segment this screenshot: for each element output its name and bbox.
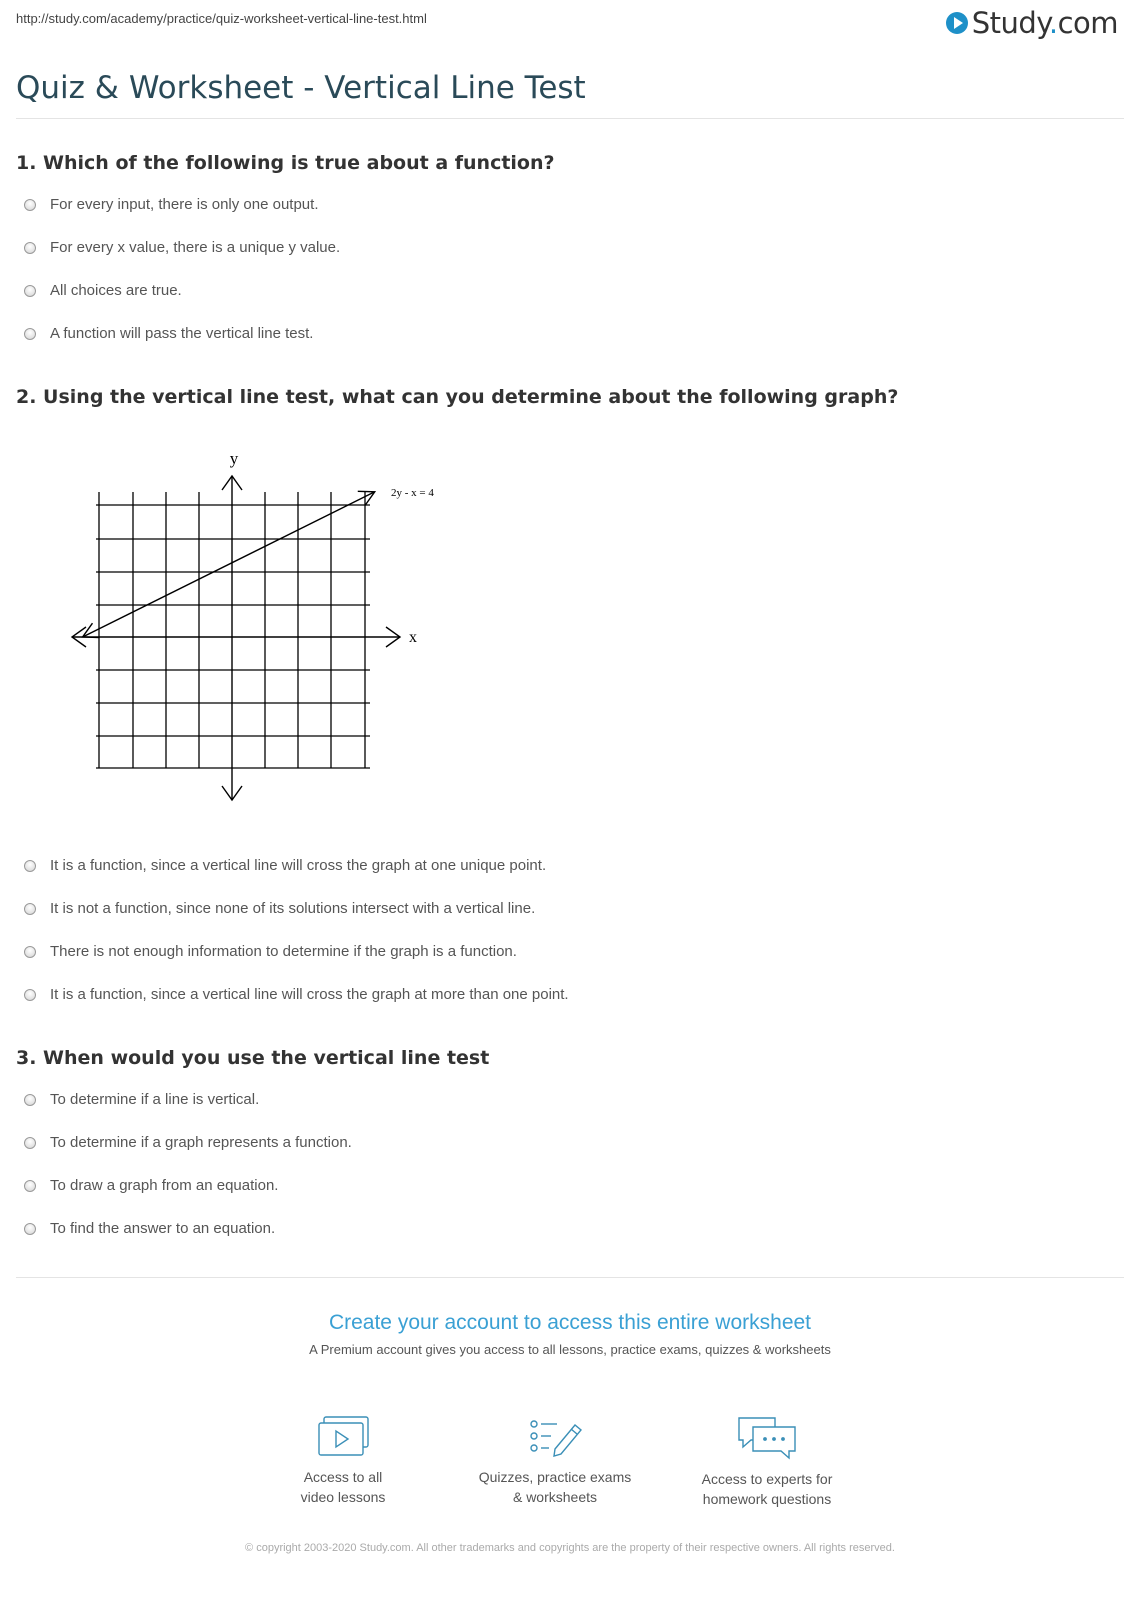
choice-label: It is a function, since a vertical line will cross the graph at more than one point. [50,986,569,1003]
feature-label-line2: video lessons [300,1489,386,1505]
choice-2b[interactable] [24,900,535,917]
choice-2c[interactable] [24,943,517,960]
radio-icon[interactable] [24,1094,36,1106]
choice-label: It is not a function, since none of its solutions intersect with a vertical line. [50,900,536,917]
feature-label-line1: Access to all [303,1469,383,1485]
coordinate-graph [60,440,460,820]
feature-label-line1: Access to experts for [701,1471,833,1487]
feature-experts [667,1415,867,1509]
logo-text: Study.com [971,6,1118,40]
feature-label-line2: & worksheets [512,1489,598,1505]
radio-icon[interactable] [24,242,36,254]
feature-quizzes [455,1415,655,1507]
question-3: 3. When would you use the vertical line test [16,1047,490,1069]
study-logo[interactable] [946,6,1118,40]
radio-icon[interactable] [24,285,36,297]
radio-icon[interactable] [24,199,36,211]
radio-icon[interactable] [24,328,36,340]
radio-icon[interactable] [24,860,36,872]
equation-label: 2y - x = 4 [391,487,434,499]
choice-label: For every x value, there is a unique y value. [50,239,341,256]
cta-title[interactable]: Create your account to access this entire worksheet [328,1311,812,1334]
choice-label: It is a function, since a vertical line will cross the graph at one unique point. [50,857,547,874]
choice-3c[interactable] [24,1177,278,1194]
choice-1b[interactable] [24,239,340,256]
choice-3d[interactable] [24,1220,275,1237]
choice-label: To determine if a line is vertical. [50,1091,260,1108]
y-axis-label: y [229,449,239,468]
choice-label: To draw a graph from an equation. [50,1177,279,1194]
question-1: 1. Which of the following is true about a function? [16,152,555,174]
feature-label-line1: Quizzes, practice exams [478,1469,632,1485]
choice-1d[interactable] [24,325,313,342]
choice-3b[interactable] [24,1134,352,1151]
radio-icon[interactable] [24,1180,36,1192]
choice-label: To determine if a graph represents a function. [50,1134,352,1151]
feature-label-line2: homework questions [702,1491,832,1507]
choice-2a[interactable] [24,857,546,874]
copyright-footer: © copyright 2003-2020 Study.com. All other trademarks and copyrights are the property of their respective owners. All rights reserved. [245,1542,895,1554]
choice-2d[interactable] [24,986,569,1003]
radio-icon[interactable] [24,903,36,915]
choice-label: For every input, there is only one output. [50,196,319,213]
radio-icon[interactable] [24,1137,36,1149]
x-axis-label: x [409,629,417,646]
radio-icon[interactable] [24,989,36,1001]
cta-subtitle: A Premium account gives you access to all lessons, practice exams, quizzes & worksheets [309,1342,831,1357]
feature-video-lessons [243,1415,443,1507]
page-url: http://study.com/academy/practice/quiz-worksheet-vertical-line-test.html [16,11,427,26]
divider [16,1277,1124,1278]
choice-label: All choices are true. [50,282,182,299]
radio-icon[interactable] [24,946,36,958]
video-lessons-icon [315,1415,371,1459]
choice-1a[interactable] [24,196,318,213]
choice-label: There is not enough information to determine if the graph is a function. [50,943,517,960]
divider [16,118,1124,119]
choice-1c[interactable] [24,282,182,299]
choice-label: A function will pass the vertical line test. [50,325,314,342]
question-2: 2. Using the vertical line test, what can you determine about the following graph? [16,386,899,408]
page-title: Quiz & Worksheet - Vertical Line Test [16,70,586,106]
choice-label: To find the answer to an equation. [50,1220,276,1237]
checklist-pencil-icon [527,1415,583,1459]
play-logo-icon [946,12,968,34]
chat-bubbles-icon [735,1415,799,1461]
radio-icon[interactable] [24,1223,36,1235]
choice-3a[interactable] [24,1091,259,1108]
grid [96,492,370,768]
